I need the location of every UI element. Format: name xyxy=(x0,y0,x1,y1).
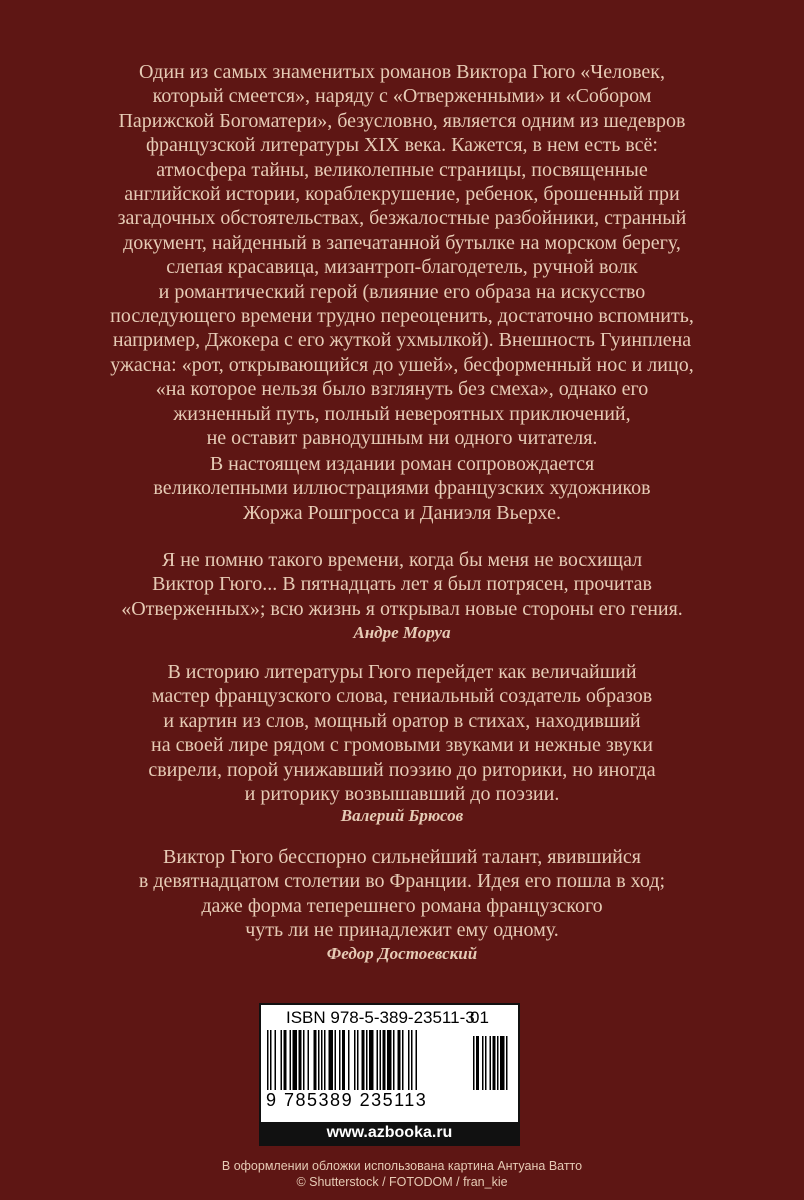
barcode-bar xyxy=(377,1030,379,1090)
barcode-bar xyxy=(293,1030,298,1090)
barcode-bar xyxy=(408,1030,410,1090)
quote-author: Андре Моруа xyxy=(353,623,451,642)
publisher-website[interactable]: www.azbooka.ru xyxy=(261,1122,518,1144)
barcode-addon-bar xyxy=(490,1036,492,1090)
description-line: и романтический герой (влияние его образа на искусство xyxy=(158,280,646,303)
quote-line: мастер французского слова, гениальный создатель образов xyxy=(151,685,653,708)
barcode-bar xyxy=(383,1030,386,1090)
barcode-bar xyxy=(354,1030,356,1090)
barcode-bar xyxy=(308,1030,310,1090)
barcode-bar xyxy=(290,1030,292,1090)
description-line: например, Джокера с его жуткой ухмылкой). Внешность Гуинплена xyxy=(112,329,692,352)
barcode-bar xyxy=(324,1030,326,1090)
barcode-bar xyxy=(270,1030,272,1090)
barcode-bar xyxy=(303,1030,305,1090)
edition-note xyxy=(60,452,744,525)
quote-line: даже форма теперешнего романа французского xyxy=(201,894,603,917)
barcode-addon-bar xyxy=(482,1036,484,1090)
description-line: документ, найденный в запечатанной бутылке на морском берегу, xyxy=(123,231,681,254)
barcode-bar xyxy=(339,1030,341,1090)
quote-author: Федор Достоевский xyxy=(326,944,478,963)
barcode-bar xyxy=(275,1030,277,1090)
isbn-addon: 01 xyxy=(470,1008,489,1027)
barcode-bar xyxy=(369,1030,374,1090)
barcode-bar xyxy=(299,1030,302,1090)
barcode-addon-bar xyxy=(500,1036,505,1090)
barcode-addon-bar xyxy=(473,1036,475,1090)
isbn-number: ISBN 978-5-389-23511-3 xyxy=(286,1008,475,1027)
barcode-bar xyxy=(416,1030,418,1090)
edition-note-line: В настоящем издании роман сопровождается xyxy=(209,453,595,475)
quote-line: на своей лире рядом с громовыми звуками и нежные звуки xyxy=(151,734,653,757)
description-line: английской истории, кораблекрушение, ребенок, брошенный при xyxy=(124,183,680,206)
quote-line: чуть ли не принадлежит ему одному. xyxy=(245,919,559,942)
quote-line: Виктор Гюго... В пятнадцать лет я был потрясен, прочитав xyxy=(152,573,652,596)
quote-line: В историю литературы Гюго перейдет как величайший xyxy=(167,661,637,683)
barcode-bar xyxy=(366,1030,368,1090)
description-line: атмосфера тайны, великолепные страницы, посвященные xyxy=(156,158,648,181)
quote-line: и риторику возвышавший до поэзии. xyxy=(244,783,560,806)
barcode-bar xyxy=(402,1030,404,1090)
barcode-bar xyxy=(314,1030,317,1090)
barcode-bar xyxy=(387,1030,392,1090)
quote-line: в девятнадцатом столетии во Франции. Идея его пошла в ход; xyxy=(138,870,666,893)
description-line: Парижской Богоматери», безусловно, является одним из шедевров xyxy=(118,109,686,132)
quote-dostoevsky xyxy=(60,845,744,943)
barcode-bar xyxy=(357,1030,359,1090)
edition-note-line: Жоржа Рошгросса и Даниэля Вьерхе. xyxy=(243,501,561,524)
description-line: жизненный путь, полный невероятных приключений, xyxy=(173,402,631,425)
barcode-bar xyxy=(281,1030,283,1090)
description-line: французской литературы XIX века. Кажется, в нем есть всё: xyxy=(146,134,658,157)
description-line: слепая красавица, мизантроп-благодетель, ручной волк xyxy=(166,256,638,279)
barcode-bar xyxy=(321,1030,323,1090)
quote-line: свирели, порой унижавший поэзию до риторики, но иногда xyxy=(148,758,656,781)
description-line: Один из самых знаменитых романов Виктора Гюго «Человек, xyxy=(138,61,666,83)
description-line: ужасна: «рот, открывающийся до ушей», бесформенный нос и лицо, xyxy=(110,353,694,376)
barcode-bar xyxy=(380,1030,382,1090)
description-line: не оставит равнодушным ни одного читателя. xyxy=(206,427,598,450)
quote-line: «Отверженных»; всю жизнь я открывал новые стороны его гения. xyxy=(121,597,683,620)
quote-author: Валерий Брюсов xyxy=(340,806,464,825)
barcode-bar xyxy=(335,1030,337,1090)
barcode-bar xyxy=(411,1030,413,1090)
ean-digits: 9 785389 235113 xyxy=(266,1090,428,1110)
description-line: загадочных обстоятельствах, безжалостные разбойники, странный xyxy=(117,207,687,230)
barcode-addon-bar xyxy=(506,1036,508,1090)
barcode-bar xyxy=(342,1030,345,1090)
cover-credits xyxy=(60,1158,744,1190)
barcode-addon-bar xyxy=(497,1036,499,1090)
quote-line: Виктор Гюго бесспорно сильнейший талант, явившийся xyxy=(163,846,641,868)
barcode-bar xyxy=(348,1030,350,1090)
credits-line: © Shutterstock / FOTODOM / fran_kie xyxy=(296,1175,508,1189)
barcode-addon-bar xyxy=(493,1036,496,1090)
barcode-bar xyxy=(267,1030,269,1090)
barcode-bar xyxy=(393,1030,395,1090)
description-line: «на которое нельзя было взглянуть без смеха», однако его xyxy=(155,378,649,401)
barcode-bar xyxy=(398,1030,401,1090)
barcode-addon-bar xyxy=(476,1036,479,1090)
barcode-bar xyxy=(284,1030,287,1090)
description-paragraph xyxy=(60,60,744,451)
quote-maurois xyxy=(60,548,744,621)
quote-line: и картин из слов, мощный оратор в стихах, находивший xyxy=(163,709,641,732)
barcode-bar xyxy=(362,1030,365,1090)
barcode-bar xyxy=(318,1030,320,1090)
quote-bryusov xyxy=(60,660,744,806)
quote-line: Я не помню такого времени, когда бы меня не восхищал xyxy=(161,549,643,571)
edition-note-line: великолепными иллюстрациями французских художников xyxy=(153,477,651,500)
barcode-bar xyxy=(329,1030,334,1090)
barcode-addon-bar xyxy=(485,1036,487,1090)
credits-line: В оформлении обложки использована картина Антуана Ватто xyxy=(221,1159,583,1173)
barcode-icon xyxy=(265,1030,515,1092)
description-line: последующего времени трудно переоценить, достаточно вспомнить, xyxy=(110,305,694,328)
description-line: который смеется», наряду с «Отверженными» и «Собором xyxy=(152,85,652,108)
